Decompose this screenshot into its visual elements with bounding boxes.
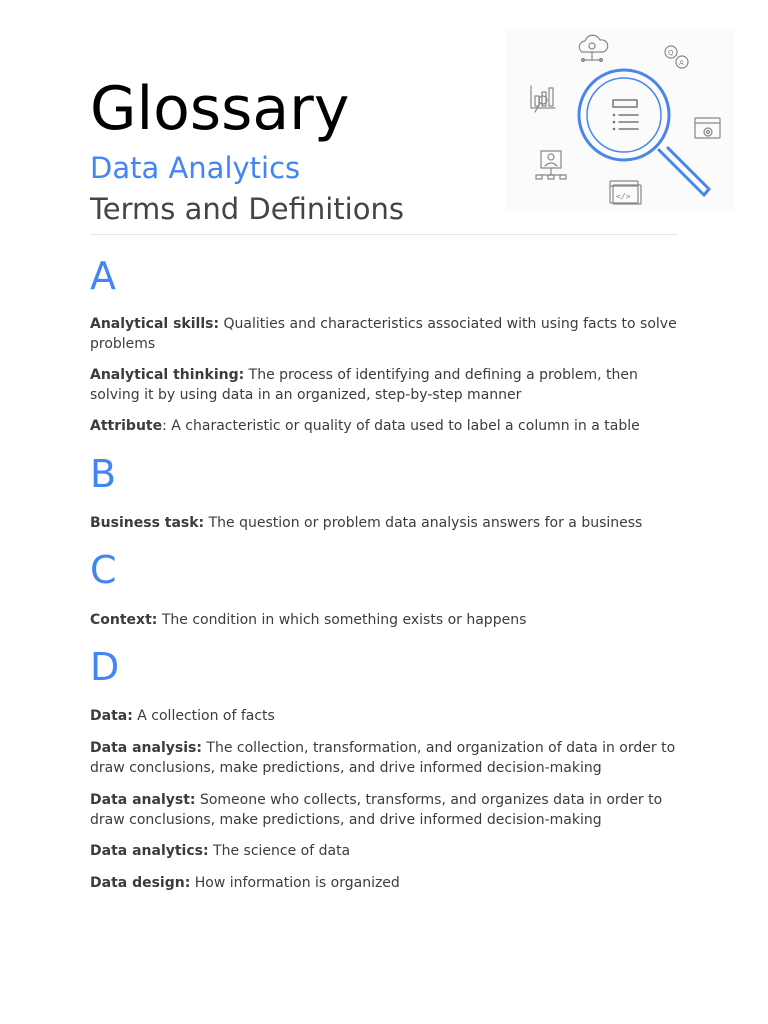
magnifier-list-icon xyxy=(579,70,709,195)
entry-definition: Qualities and characteristics associated with using facts to solve problems xyxy=(90,316,677,352)
entry-definition: How information is organized xyxy=(190,875,400,891)
glossary-entry xyxy=(90,791,690,830)
entry-term: Context: xyxy=(90,612,158,628)
code-window-icon xyxy=(610,181,641,204)
hero-illustration xyxy=(505,28,735,211)
glossary-entry xyxy=(90,707,690,727)
entry-term: Data analysis: xyxy=(90,740,202,756)
page-subtitle-secondary: Terms and Definitions xyxy=(90,192,404,226)
glossary-entry xyxy=(90,611,690,631)
org-chart-icon xyxy=(536,151,566,179)
entry-term: Analytical thinking: xyxy=(90,367,245,383)
entry-term: Data design: xyxy=(90,875,191,891)
glossary-entry xyxy=(90,417,690,437)
entry-definition: The condition in which something exists or happens xyxy=(157,612,527,628)
entry-definition: The question or problem data analysis answers for a business xyxy=(204,515,643,531)
svg-text:</>: </> xyxy=(616,192,631,201)
entry-term: Data: xyxy=(90,708,133,724)
entry-definition: The collection, transformation, and organization of data in order to draw conclusions, make predictions, and drive informed decision-making xyxy=(90,740,676,776)
section-letter-d: D xyxy=(90,645,120,689)
page-subtitle: Data Analytics xyxy=(90,151,301,185)
entry-definition: The process of identifying and defining a problem, then solving it by using data in an organized, step-by-step manner xyxy=(90,367,638,403)
glossary-entry xyxy=(90,874,690,894)
glossary-entry xyxy=(90,514,690,534)
entry-term: Data analytics: xyxy=(90,843,209,859)
entry-definition: The science of data xyxy=(208,843,351,859)
glossary-entry xyxy=(90,842,690,862)
cloud-network-icon xyxy=(579,35,607,61)
chart-search-icon xyxy=(531,86,555,112)
entry-term: Business task: xyxy=(90,515,205,531)
page-title: Glossary xyxy=(90,74,350,144)
section-letter-b: B xyxy=(90,452,117,496)
section-letter-c: C xyxy=(90,548,117,592)
qa-bubbles-icon xyxy=(665,46,688,68)
glossary-entry xyxy=(90,366,690,405)
browser-settings-icon xyxy=(695,118,720,138)
svg-text:A: A xyxy=(679,59,684,67)
svg-text:Q: Q xyxy=(668,49,674,57)
entry-term: Data analyst: xyxy=(90,792,196,808)
entry-term: Analytical skills: xyxy=(90,316,220,332)
entry-definition: Someone who collects, transforms, and organizes data in order to draw conclusions, make predictions, and drive informed decision-making xyxy=(90,792,663,828)
section-letter-a: A xyxy=(90,254,116,298)
entry-definition: A collection of facts xyxy=(132,708,275,724)
glossary-entry xyxy=(90,739,690,778)
entry-term: Attribute xyxy=(90,418,163,434)
entry-definition: : A characteristic or quality of data used to label a column in a table xyxy=(162,418,640,434)
header-divider xyxy=(90,234,678,235)
glossary-entry xyxy=(90,315,690,354)
